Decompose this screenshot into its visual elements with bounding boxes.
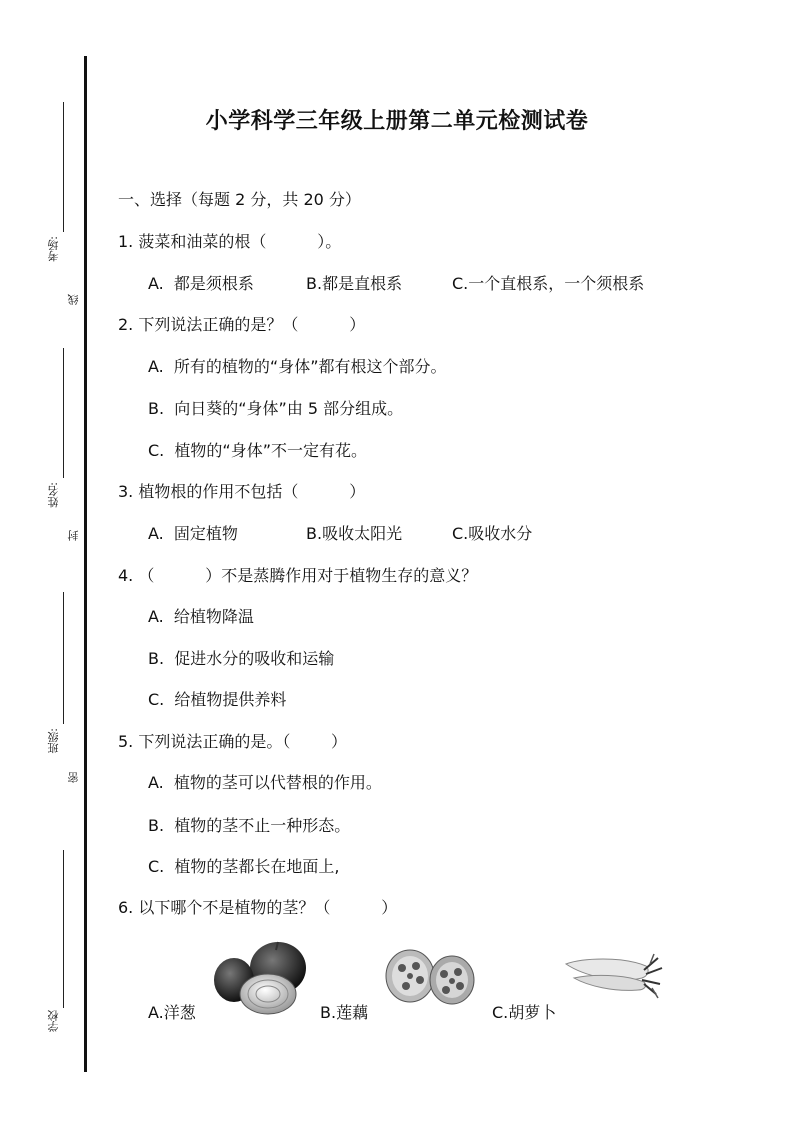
question-2-option-b: B. 向日葵的“身体”由 5 部分组成。 (148, 399, 404, 418)
section-heading: 一、选择（每题 2 分，共 20 分） (118, 190, 361, 209)
question-6-option-a: A.洋葱 (148, 1003, 196, 1022)
question-1-option-c: C.一个直根系，一个须根系 (452, 274, 645, 293)
lotus-root-icon (382, 944, 478, 1010)
question-1-option-a: A. 都是须根系 (148, 274, 254, 293)
school-line (63, 850, 64, 1008)
question-2-stem: 2. 下列说法正确的是？（ ） (118, 315, 366, 334)
question-3-stem: 3. 植物根的作用不包括（ ） (118, 482, 366, 501)
seal-char-secret: 密 (67, 772, 80, 783)
question-4-stem: 4. （ ）不是蒸腾作用对于植物生存的意义？ (118, 566, 478, 585)
question-2-option-c: C. 植物的“身体”不一定有花。 (148, 441, 368, 460)
question-2-option-a: A. 所有的植物的“身体”都有根这个部分。 (148, 357, 447, 376)
binding-margin (0, 0, 100, 1123)
question-5-option-a: A. 植物的茎可以代替根的作用。 (148, 773, 382, 792)
seal-char-seal: 封 (67, 530, 80, 541)
name-line (63, 348, 64, 478)
onion-icon (210, 940, 310, 1016)
carrot-icon (562, 944, 664, 1000)
question-4-option-c: C. 给植物提供养料 (148, 690, 287, 709)
school-label: 学校 (47, 1010, 60, 1032)
question-3-option-b: B.吸收太阳光 (306, 524, 403, 543)
question-5-stem: 5. 下列说法正确的是。（ ） (118, 732, 348, 751)
question-5-option-c: C. 植物的茎都长在地面上, (148, 857, 340, 876)
question-6-option-b: B.莲藕 (320, 1003, 369, 1022)
page-title: 小学科学三年级上册第二单元检测试卷 (205, 109, 589, 134)
question-6-option-c: C.胡萝卜 (492, 1003, 557, 1022)
question-5-option-b: B. 植物的茎不止一种形态。 (148, 816, 351, 835)
question-1-option-b: B.都是直根系 (306, 274, 403, 293)
seal-char-line: 线 (67, 294, 80, 305)
question-4-option-a: A. 给植物降温 (148, 607, 254, 626)
question-4-option-b: B. 促进水分的吸收和运输 (148, 649, 335, 668)
class-line (63, 592, 64, 724)
exam-room-label: 考场: (47, 236, 60, 262)
binding-rule (84, 56, 87, 1072)
question-3-option-c: C.吸收水分 (452, 524, 533, 543)
name-label: 姓名: (47, 482, 60, 508)
question-6-stem: 6. 以下哪个不是植物的茎？（ ） (118, 898, 398, 917)
question-3-option-a: A. 固定植物 (148, 524, 238, 543)
question-1-stem: 1. 菠菜和油菜的根（ ）。 (118, 232, 342, 251)
class-label: 班级: (47, 728, 60, 754)
